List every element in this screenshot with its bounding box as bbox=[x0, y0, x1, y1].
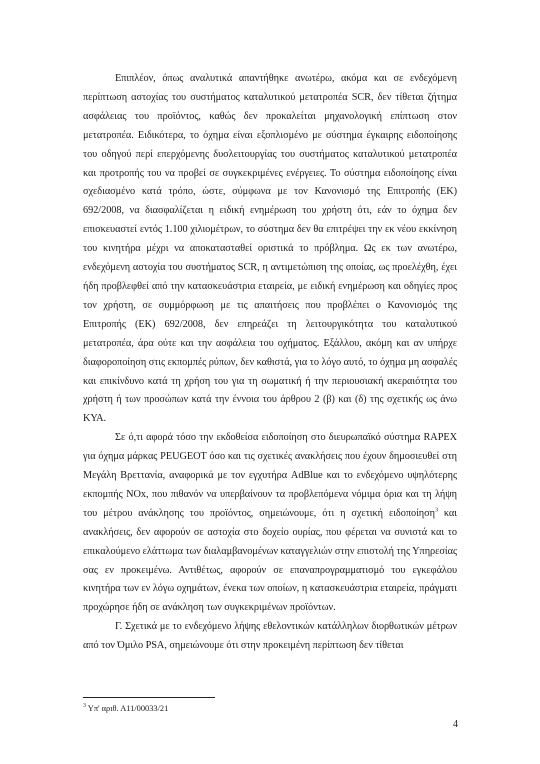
paragraph-rapex bbox=[83, 429, 457, 618]
paragraph-rapex-part-2: και ανακλήσεις, δεν αφορούν σε αστοχία στο δοχείο ουρίας, που φέρεται να συνιστά και το επικαλούμενο ελάττωμα των διαλαμβανομένων καταγγελιών στην επιστολή της Υπηρεσίας σας εν προκειμένω. Αντιθέτως, αφορούν σε επαναπρογραμματισμό του εγκεφάλου κινητήρα των εν λόγω οχημάτων, ένεκα των οποίων, η κατασκευάστρια εταιρεία, πράγματι προχώρησε ήδη σε ανάκληση των συγκεκριμένων προϊόντων. bbox=[83, 507, 458, 614]
page-number: 4 bbox=[453, 719, 458, 730]
footnote bbox=[83, 703, 168, 714]
footnote-marker: 3 bbox=[83, 703, 86, 710]
footnote-text: Υπ' αριθ. Α11/00033/21 bbox=[86, 704, 169, 713]
footnote-reference: 3 bbox=[434, 507, 438, 514]
paragraph-corrective-measures: Γ. Σχετικά με το ενδεχόμενο λήψης εθελοντικών κατάλληλων διορθωτικών μέτρων από τον Όμιλο PSA, σημειώνουμε ότι στην προκειμένη περίπτωση δεν τίθεται bbox=[83, 621, 457, 652]
paragraph-rapex-part-1: Σε ό,τι αφορά τόσο την εκδοθείσα ειδοποίηση στο διευρωπαϊκό σύστημα RAPEX για όχημα μάρκας PEUGEOT όσο και τις σχετικές ανακλήσεις που έχουν δημοσιευθεί στη Μεγάλη Βρεττανία, αναφορικά με τον εγχυτήρα AdBlue και το ενδεχόμενο υψηλότερης εκπομπής NOx, που πιθανόν να υπερβαίνουν τα προβλεπόμενα νόμιμα όρια και τη λήψη του μέτρου ανάκλησης του προϊόντος, σημειώνουμε, ότι η σχετική ειδοποίηση bbox=[83, 432, 457, 519]
body-text bbox=[83, 70, 457, 656]
footnote-divider bbox=[83, 697, 215, 698]
paragraph-safety: Επιπλέον, όπως αναλυτικά απαντήθηκε ανωτέρω, ακόμα και σε ενδεχόμενη περίπτωση αστοχίας του συστήματος καταλυτικού μετατροπέα SCR, δεν τίθεται ζήτημα ασφάλειας του προϊόντος, καθώς δεν προκαλείται μηχανολογική επίπτωση στον μετατροπέα. Ειδικότερα, το όχημα είναι εξοπλισμένο με σύστημα έγκαιρης ειδοποίησης του οδηγού περί επερχόμενης δυσλειτουργίας του συστήματος καταλυτικού μετατροπέα και προτροπής του να προβεί σε συγκεκριμένες ενέργειες. Το σύστημα ειδοποίησης είναι σχεδιασμένο κατά τρόπο, ώστε, σύμφωνα με τον Κανονισμό της Επιτροπής (ΕΚ) 692/2008, να διασφαλίζεται η ειδική ενημέρωση του χρήστη ότι, εάν το όχημα δεν επισκευαστεί εντός 1.100 χιλιομέτρων, το σύστημα δεν θα επιτρέψει την εκ νέου εκκίνηση του κινητήρα μέχρι να αποκατασταθεί οριστικά το πρόβλημα. Ως εκ των ανωτέρω, ενδεχόμενη αστοχία του συστήματος SCR, η αντιμετώπιση της οποίας, ως προελέχθη, έχει ήδη προβλεφθεί από την κατασκευάστρια εταιρεία, με ειδική ενημέρωση και οδηγίες προς τον χρήστη, σε συμμόρφωση με τις απαιτήσεις που προβλέπει ο Κανονισμός της Επιτροπής (ΕΚ) 692/2008, δεν επηρεάζει τη λειτουργικότητα του καταλυτικού μετατροπέα, άρα ούτε και την ασφάλεια του οχήματος. Εξάλλου, ακόμη και αν υπήρχε διαφοροποίηση στις εκπομπές ρύπων, δεν καθιστά, για το λόγο αυτό, το όχημα μη ασφαλές και επικίνδυνο κατά τη χρήση του για τη σωματική ή την περιουσιακή ακεραιότητα του χρήστη ή των προσώπων κατά την έννοια του άρθρου 2 (β) και (δ) της σχετικής ως άνω ΚΥΑ. bbox=[83, 73, 457, 425]
